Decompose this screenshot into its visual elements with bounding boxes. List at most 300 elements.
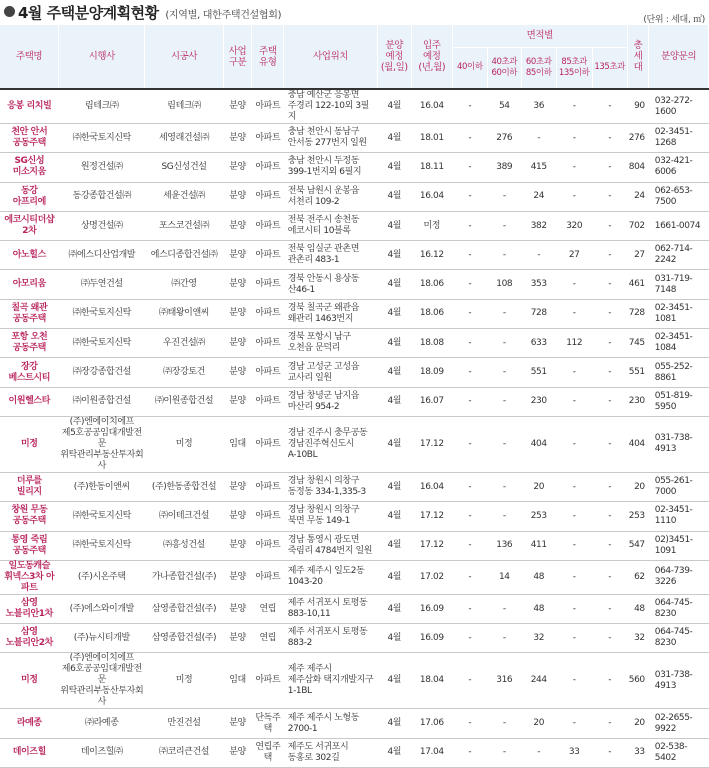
- row-total: 702: [627, 211, 649, 240]
- header-name: 주택명: [0, 25, 59, 89]
- table-row: [0, 89, 709, 124]
- row-sale-date: 4월: [377, 594, 411, 623]
- row-area-2: -: [487, 387, 521, 416]
- row-sale-date: 4월: [377, 560, 411, 594]
- row-builder: 포스코건설㈜: [145, 211, 223, 240]
- row-developer: ㈜라예종: [59, 709, 145, 738]
- row-location: 경북 포항시 남구 오천읍 문덕리: [284, 329, 378, 358]
- row-area-4: -: [556, 653, 592, 709]
- row-location: 제주 제주시 노형동 2700-1: [284, 709, 378, 738]
- row-area-4: -: [556, 153, 592, 182]
- row-area-1: -: [452, 241, 487, 270]
- table-body: [0, 89, 709, 768]
- row-sale-date: 4월: [377, 472, 411, 501]
- row-name: 삼영 노블리안2차: [0, 624, 59, 653]
- table-row: [0, 124, 709, 153]
- row-name: 이원헬스타: [0, 387, 59, 416]
- row-area-4: -: [556, 502, 592, 531]
- row-biz-type: 분양: [223, 299, 252, 328]
- row-area-5: -: [592, 211, 627, 240]
- header-move-in: 입주 예정 (년,월): [411, 25, 452, 89]
- row-area-3: 48: [521, 560, 556, 594]
- header-area-5: 135초과: [592, 47, 627, 89]
- row-area-3: 230: [521, 387, 556, 416]
- row-area-4: -: [556, 270, 592, 299]
- row-area-2: -: [487, 182, 521, 211]
- row-move-in: 16.09: [411, 594, 452, 623]
- row-area-3: 404: [521, 416, 556, 472]
- row-area-2: 108: [487, 270, 521, 299]
- row-biz-type: 분양: [223, 211, 252, 240]
- row-contact: 031-719-7148: [649, 270, 709, 299]
- row-area-1: -: [452, 502, 487, 531]
- row-area-5: -: [592, 358, 627, 387]
- row-location: 경남 창원시 의창구 북면 무동 149-1: [284, 502, 378, 531]
- row-total: 551: [627, 358, 649, 387]
- row-contact: 062-653-7500: [649, 182, 709, 211]
- header-area-3: 60초과 85이하: [521, 47, 556, 89]
- row-area-4: -: [556, 416, 592, 472]
- row-total: 547: [627, 531, 649, 560]
- row-area-2: -: [487, 502, 521, 531]
- row-builder: 우진건설㈜: [145, 329, 223, 358]
- row-sale-date: 4월: [377, 182, 411, 211]
- row-area-5: -: [592, 241, 627, 270]
- row-location: 전북 임실군 관촌면 관촌리 483-1: [284, 241, 378, 270]
- row-total: 728: [627, 299, 649, 328]
- row-area-3: 382: [521, 211, 556, 240]
- row-builder: 세윤건설㈜: [145, 182, 223, 211]
- row-area-5: -: [592, 299, 627, 328]
- row-area-4: 112: [556, 329, 592, 358]
- row-sale-date: 4월: [377, 653, 411, 709]
- row-location: 경남 통영시 광도면 죽림리 4784번지 일원: [284, 531, 378, 560]
- row-biz-type: 분양: [223, 182, 252, 211]
- row-area-2: -: [487, 241, 521, 270]
- table-row: [0, 624, 709, 653]
- row-contact: 02-3451-1081: [649, 299, 709, 328]
- row-contact: 051-819-5950: [649, 387, 709, 416]
- row-house-type: 아파트: [252, 560, 284, 594]
- row-developer: ㈜이원종합건설: [59, 387, 145, 416]
- row-house-type: 아파트: [252, 270, 284, 299]
- row-move-in: 17.02: [411, 560, 452, 594]
- row-area-1: -: [452, 653, 487, 709]
- row-total: 20: [627, 472, 649, 501]
- row-area-5: -: [592, 653, 627, 709]
- row-area-5: -: [592, 182, 627, 211]
- row-total: 48: [627, 594, 649, 623]
- row-area-4: 33: [556, 738, 592, 767]
- row-location: 경남 창원시 의창구 동정동 334-1,335-3: [284, 472, 378, 501]
- row-area-3: -: [521, 124, 556, 153]
- row-move-in: 16.04: [411, 89, 452, 124]
- row-area-3: 633: [521, 329, 556, 358]
- row-area-2: 136: [487, 531, 521, 560]
- table-row: [0, 241, 709, 270]
- row-area-4: -: [556, 624, 592, 653]
- row-sale-date: 4월: [377, 387, 411, 416]
- row-location: 제주도 서귀포시 동홍로 302길: [284, 738, 378, 767]
- row-house-type: 아파트: [252, 329, 284, 358]
- row-area-3: 244: [521, 653, 556, 709]
- row-builder: ㈜간영: [145, 270, 223, 299]
- table-row: [0, 416, 709, 472]
- row-location: 제주 제주시 일도2동 1043-20: [284, 560, 378, 594]
- row-area-1: -: [452, 182, 487, 211]
- row-house-type: 아파트: [252, 299, 284, 328]
- row-location: 전북 전주시 송천동 에코시티 10블록: [284, 211, 378, 240]
- row-name: 삼영 노블리안1차: [0, 594, 59, 623]
- row-area-1: -: [452, 153, 487, 182]
- row-area-2: 316: [487, 653, 521, 709]
- row-contact: 02-2655-9922: [649, 709, 709, 738]
- header-contact: 분양문의: [649, 25, 709, 89]
- row-biz-type: 분양: [223, 387, 252, 416]
- row-sale-date: 4월: [377, 241, 411, 270]
- row-move-in: 18.08: [411, 329, 452, 358]
- row-biz-type: 임대: [223, 653, 252, 709]
- row-area-5: -: [592, 387, 627, 416]
- row-house-type: 아파트: [252, 358, 284, 387]
- row-move-in: 17.12: [411, 531, 452, 560]
- row-area-3: 415: [521, 153, 556, 182]
- row-total: 32: [627, 624, 649, 653]
- row-total: 33: [627, 738, 649, 767]
- row-move-in: 미정: [411, 211, 452, 240]
- row-house-type: 아파트: [252, 124, 284, 153]
- row-developer: ㈜장강종합건설: [59, 358, 145, 387]
- row-move-in: 16.12: [411, 241, 452, 270]
- page-title: 4월 주택분양계획현황 (지역별, 대한주택건설협회): [18, 4, 282, 22]
- row-name: SG신성 미소지움: [0, 153, 59, 182]
- row-area-1: -: [452, 89, 487, 124]
- row-area-5: -: [592, 329, 627, 358]
- row-total: 20: [627, 709, 649, 738]
- row-area-1: -: [452, 416, 487, 472]
- row-area-5: -: [592, 89, 627, 124]
- row-sale-date: 4월: [377, 89, 411, 124]
- row-location: 경남 고성군 고성읍 교사리 일원: [284, 358, 378, 387]
- row-area-2: 389: [487, 153, 521, 182]
- row-area-1: -: [452, 270, 487, 299]
- table-row: [0, 738, 709, 767]
- row-area-4: -: [556, 387, 592, 416]
- header-total: 총 세 대: [627, 25, 649, 89]
- row-area-1: -: [452, 329, 487, 358]
- row-builder: 세영래건설㈜: [145, 124, 223, 153]
- row-developer: ㈜한국토지신탁: [59, 531, 145, 560]
- row-name: 아노힐스: [0, 241, 59, 270]
- row-builder: 미정: [145, 653, 223, 709]
- row-developer: (주)한동이앤씨: [59, 472, 145, 501]
- row-builder: 에스디종합건설㈜: [145, 241, 223, 270]
- row-developer: ㈜한국토지신탁: [59, 124, 145, 153]
- row-contact: 02-3451-1084: [649, 329, 709, 358]
- row-area-2: 54: [487, 89, 521, 124]
- row-area-3: 32: [521, 624, 556, 653]
- table-row: [0, 709, 709, 738]
- row-contact: 032-272-1600: [649, 89, 709, 124]
- table-row: [0, 358, 709, 387]
- row-area-2: -: [487, 416, 521, 472]
- row-move-in: 18.11: [411, 153, 452, 182]
- row-biz-type: 분양: [223, 241, 252, 270]
- row-area-5: -: [592, 624, 627, 653]
- table-row: [0, 653, 709, 709]
- row-location: 제주 서귀포시 토평동 883-10,11: [284, 594, 378, 623]
- row-total: 90: [627, 89, 649, 124]
- header-area-group: 면적별: [452, 25, 627, 47]
- row-move-in: 16.04: [411, 472, 452, 501]
- row-name: 장강 베스트시티: [0, 358, 59, 387]
- row-area-2: 276: [487, 124, 521, 153]
- row-builder: ㈜코리큰건설: [145, 738, 223, 767]
- row-builder: 가나종합건설(주): [145, 560, 223, 594]
- row-area-2: -: [487, 472, 521, 501]
- row-house-type: 아파트: [252, 182, 284, 211]
- row-sale-date: 4월: [377, 738, 411, 767]
- row-area-1: -: [452, 560, 487, 594]
- row-area-2: -: [487, 709, 521, 738]
- table-row: [0, 560, 709, 594]
- table-row: [0, 270, 709, 299]
- row-area-5: -: [592, 270, 627, 299]
- row-name: 응봉 리치빌: [0, 89, 59, 124]
- row-biz-type: 분양: [223, 270, 252, 299]
- housing-plan-table: [0, 25, 709, 768]
- row-sale-date: 4월: [377, 531, 411, 560]
- row-move-in: 16.09: [411, 624, 452, 653]
- row-house-type: 아파트: [252, 502, 284, 531]
- row-area-4: -: [556, 124, 592, 153]
- row-area-3: 353: [521, 270, 556, 299]
- row-house-type: 아파트: [252, 653, 284, 709]
- row-location: 경북 칠곡군 왜관읍 왜관리 1463번지: [284, 299, 378, 328]
- row-total: 461: [627, 270, 649, 299]
- row-builder: 미정: [145, 416, 223, 472]
- row-area-2: -: [487, 211, 521, 240]
- row-sale-date: 4월: [377, 709, 411, 738]
- row-house-type: 단독주택: [252, 709, 284, 738]
- header-house-type: 주택 유형: [252, 25, 284, 89]
- row-developer: ㈜두연건설: [59, 270, 145, 299]
- row-contact: 055-261-7000: [649, 472, 709, 501]
- row-sale-date: 4월: [377, 502, 411, 531]
- row-builder: 만진건설: [145, 709, 223, 738]
- row-developer: (주)뉴시티개발: [59, 624, 145, 653]
- row-location: 경남 진주시 충무공동 경남진주혁신도시 A-10BL: [284, 416, 378, 472]
- row-move-in: 17.12: [411, 502, 452, 531]
- row-contact: 02-3451-1110: [649, 502, 709, 531]
- row-area-3: 36: [521, 89, 556, 124]
- page-subtitle: (지역별, 대한주택건설협회): [165, 10, 282, 21]
- row-house-type: 아파트: [252, 531, 284, 560]
- row-area-5: -: [592, 531, 627, 560]
- row-house-type: 연립: [252, 624, 284, 653]
- row-location: 충남 천안시 두정동 399-1번지외 6필지: [284, 153, 378, 182]
- table-row: [0, 387, 709, 416]
- row-name: 아모리움: [0, 270, 59, 299]
- row-total: 27: [627, 241, 649, 270]
- row-developer: 원정건설㈜: [59, 153, 145, 182]
- row-move-in: 16.04: [411, 182, 452, 211]
- row-area-5: -: [592, 472, 627, 501]
- row-area-1: -: [452, 709, 487, 738]
- row-location: 충남 예산군 응봉면 주경리 122-10외 3필지: [284, 89, 378, 124]
- row-total: 404: [627, 416, 649, 472]
- row-biz-type: 분양: [223, 502, 252, 531]
- row-area-1: -: [452, 299, 487, 328]
- row-area-5: -: [592, 124, 627, 153]
- row-biz-type: 분양: [223, 594, 252, 623]
- row-name: 칠곡 왜관 공동주택: [0, 299, 59, 328]
- row-area-4: -: [556, 594, 592, 623]
- row-name: 통영 죽림 공동주택: [0, 531, 59, 560]
- row-area-4: 320: [556, 211, 592, 240]
- row-area-2: 14: [487, 560, 521, 594]
- row-developer: (주)엔에이치에프 제5호공공임대개발전문 위탁관리부동산투자회사: [60, 416, 144, 471]
- row-move-in: 16.07: [411, 387, 452, 416]
- row-contact: 031-738-4913: [649, 416, 709, 472]
- row-name: 미정: [0, 416, 59, 472]
- row-name: 포항 오천 공동주택: [0, 329, 59, 358]
- row-area-1: -: [452, 124, 487, 153]
- row-contact: 02)3451-1091: [649, 531, 709, 560]
- row-area-4: -: [556, 299, 592, 328]
- row-name: 에코시티더샵 2차: [0, 211, 59, 240]
- row-total: 230: [627, 387, 649, 416]
- row-biz-type: 임대: [223, 416, 252, 472]
- row-house-type: 아파트: [252, 387, 284, 416]
- row-area-1: -: [452, 624, 487, 653]
- row-total: 253: [627, 502, 649, 531]
- row-area-4: 27: [556, 241, 592, 270]
- row-location: 전북 남원시 운봉읍 서천리 109-2: [284, 182, 378, 211]
- row-contact: 064-745-8230: [649, 594, 709, 623]
- row-house-type: 아파트: [252, 153, 284, 182]
- row-builder: ㈜장강토건: [145, 358, 223, 387]
- table-row: [0, 329, 709, 358]
- row-area-3: 253: [521, 502, 556, 531]
- table-row: [0, 153, 709, 182]
- row-move-in: 18.06: [411, 299, 452, 328]
- unit-note: (단위 : 세대, ㎡): [643, 15, 705, 25]
- row-name: 데이즈힐: [0, 738, 59, 767]
- row-house-type: 아파트: [252, 211, 284, 240]
- row-total: 276: [627, 124, 649, 153]
- row-area-3: 551: [521, 358, 556, 387]
- header-sale-date: 분양 예정 (월,일): [377, 25, 411, 89]
- row-developer: (주)에스와이개발: [59, 594, 145, 623]
- row-biz-type: 분양: [223, 472, 252, 501]
- row-contact: 032-421-6006: [649, 153, 709, 182]
- row-area-5: -: [592, 594, 627, 623]
- row-developer: ㈜한국토지신탁: [59, 299, 145, 328]
- row-house-type: 연립주택: [252, 738, 284, 767]
- row-location: 충남 천안시 동남구 안서동 277번지 일원: [284, 124, 378, 153]
- row-sale-date: 4월: [377, 124, 411, 153]
- row-contact: 062-714-2242: [649, 241, 709, 270]
- row-sale-date: 4월: [377, 329, 411, 358]
- header-location: 사업위치: [284, 25, 378, 89]
- row-biz-type: 분양: [223, 560, 252, 594]
- row-move-in: 18.09: [411, 358, 452, 387]
- table-row: [0, 472, 709, 501]
- row-move-in: 17.06: [411, 709, 452, 738]
- row-area-1: -: [452, 211, 487, 240]
- row-area-1: -: [452, 594, 487, 623]
- row-total: 745: [627, 329, 649, 358]
- row-builder: ㈜이원종합건설: [145, 387, 223, 416]
- row-contact: 031-738-4913: [649, 653, 709, 709]
- row-builder: ㈜이테크건설: [145, 502, 223, 531]
- row-name: 창원 무동 공동주택: [0, 502, 59, 531]
- row-developer: 데이즈힐㈜: [59, 738, 145, 767]
- row-total: 804: [627, 153, 649, 182]
- row-biz-type: 분양: [223, 624, 252, 653]
- row-house-type: 아파트: [252, 416, 284, 472]
- row-area-5: -: [592, 709, 627, 738]
- row-area-4: -: [556, 560, 592, 594]
- row-area-5: -: [592, 416, 627, 472]
- row-sale-date: 4월: [377, 211, 411, 240]
- row-sale-date: 4월: [377, 624, 411, 653]
- row-contact: 055-252-8861: [649, 358, 709, 387]
- row-move-in: 18.04: [411, 653, 452, 709]
- row-area-5: -: [592, 738, 627, 767]
- row-name: 동강 아프리에: [0, 182, 59, 211]
- row-contact: 064-739-3226: [649, 560, 709, 594]
- header-area-1: 40이하: [452, 47, 487, 89]
- row-area-2: -: [487, 329, 521, 358]
- row-house-type: 아파트: [252, 241, 284, 270]
- row-area-4: -: [556, 472, 592, 501]
- row-name: 더루를 빌리지: [0, 472, 59, 501]
- row-area-4: -: [556, 709, 592, 738]
- row-total: 24: [627, 182, 649, 211]
- header-biz-type: 사업 구분: [223, 25, 252, 89]
- row-sale-date: 4월: [377, 416, 411, 472]
- row-area-1: -: [452, 531, 487, 560]
- row-house-type: 연립: [252, 594, 284, 623]
- row-location: 제주 제주시 제주삼화 택지개발지구 1-1BL: [284, 653, 378, 709]
- row-total: 62: [627, 560, 649, 594]
- row-area-2: -: [487, 594, 521, 623]
- row-contact: 1661-0074: [649, 211, 709, 240]
- row-contact: 02-3451-1268: [649, 124, 709, 153]
- row-developer: (주)엔에이치에프 제6호공공임대개발전문 위탁관리부동산투자회사: [60, 653, 144, 708]
- row-area-3: 20: [521, 472, 556, 501]
- row-area-5: -: [592, 560, 627, 594]
- row-area-3: -: [521, 241, 556, 270]
- row-area-1: -: [452, 387, 487, 416]
- row-builder: 삼영종합건설(주): [145, 624, 223, 653]
- row-name: 미정: [0, 653, 59, 709]
- row-move-in: 18.01: [411, 124, 452, 153]
- row-total: 560: [627, 653, 649, 709]
- header-developer: 시행사: [59, 25, 145, 89]
- row-builder: (주)한동종합건설: [145, 472, 223, 501]
- row-area-5: -: [592, 502, 627, 531]
- row-builder: 삼영종합건설(주): [145, 594, 223, 623]
- row-contact: 02-538-5402: [649, 738, 709, 767]
- row-name: 천안 안서 공동주택: [0, 124, 59, 153]
- row-developer: ㈜한국토지신탁: [59, 502, 145, 531]
- row-location: 제주 서귀포시 토평동 883-2: [284, 624, 378, 653]
- row-sale-date: 4월: [377, 270, 411, 299]
- row-biz-type: 분양: [223, 329, 252, 358]
